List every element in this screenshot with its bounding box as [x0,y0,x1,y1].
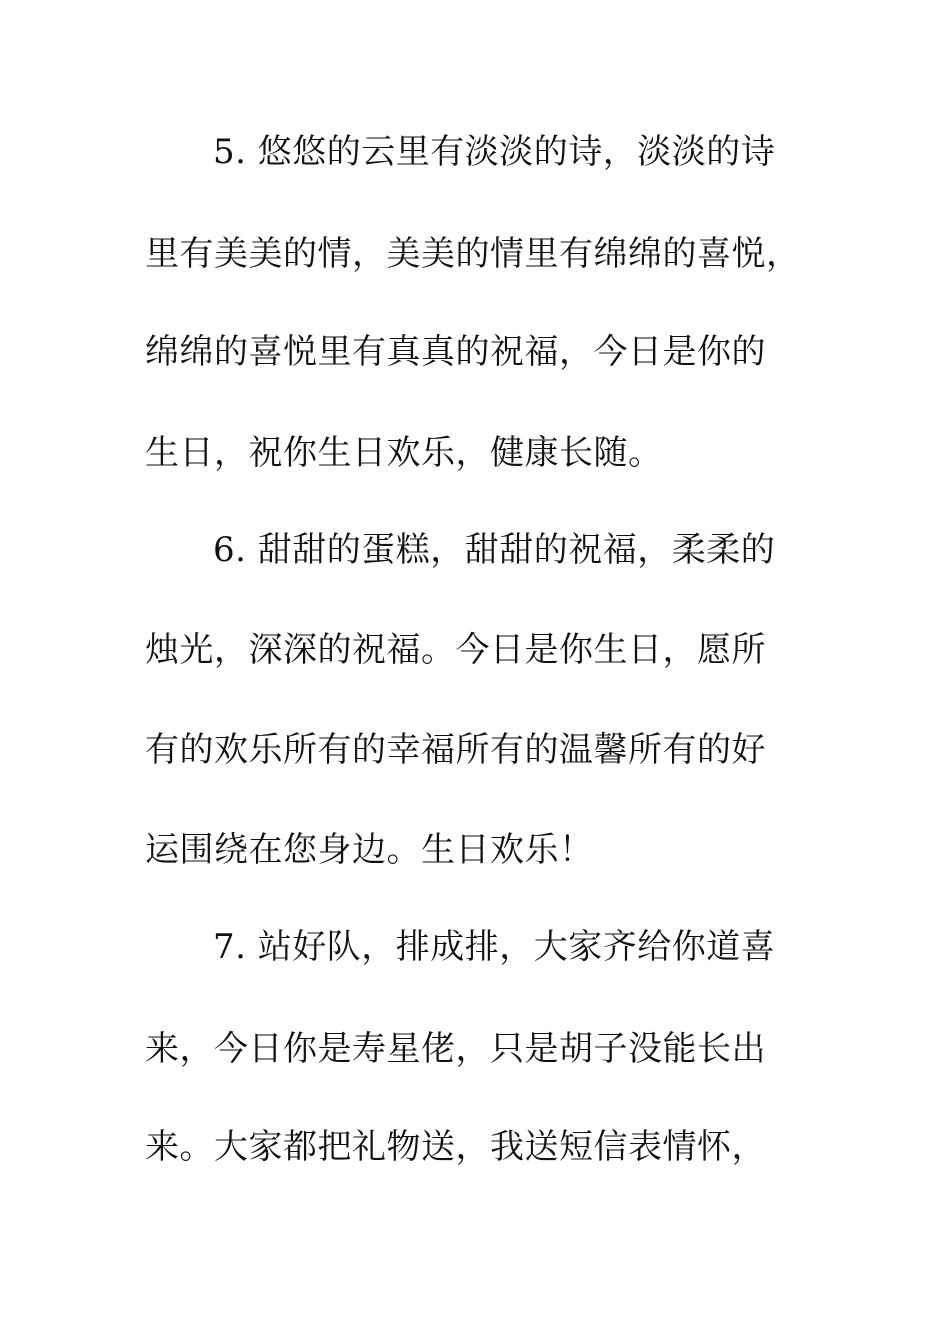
paragraph-5-line-2: 里有美美的情，美美的情里有绵绵的喜悦， [145,234,801,274]
paragraph-6-line-1: 6. 甜甜的蛋糕，甜甜的祝福，柔柔的 [213,530,776,570]
paragraph-7-line-3: 来。大家都把礼物送，我送短信表情怀， [145,1127,766,1167]
paragraph-6-line-2: 烛光，深深的祝福。今日是你生日，愿所 [145,630,766,670]
paragraph-5-line-4: 生日，祝你生日欢乐，健康长随。 [145,433,663,473]
paragraph-7-line-1: 7. 站好队，排成排，大家齐给你道喜 [213,927,776,967]
paragraph-6-line-3: 有的欢乐所有的幸福所有的温馨所有的好 [145,730,766,770]
paragraph-5-line-3: 绵绵的喜悦里有真真的祝福，今日是你的 [145,332,766,372]
paragraph-7-line-2: 来，今日你是寿星佬，只是胡子没能长出 [145,1029,766,1069]
paragraph-6-line-4: 运围绕在您身边。生日欢乐！ [145,830,594,870]
paragraph-5-line-1: 5. 悠悠的云里有淡淡的诗，淡淡的诗 [213,132,776,172]
